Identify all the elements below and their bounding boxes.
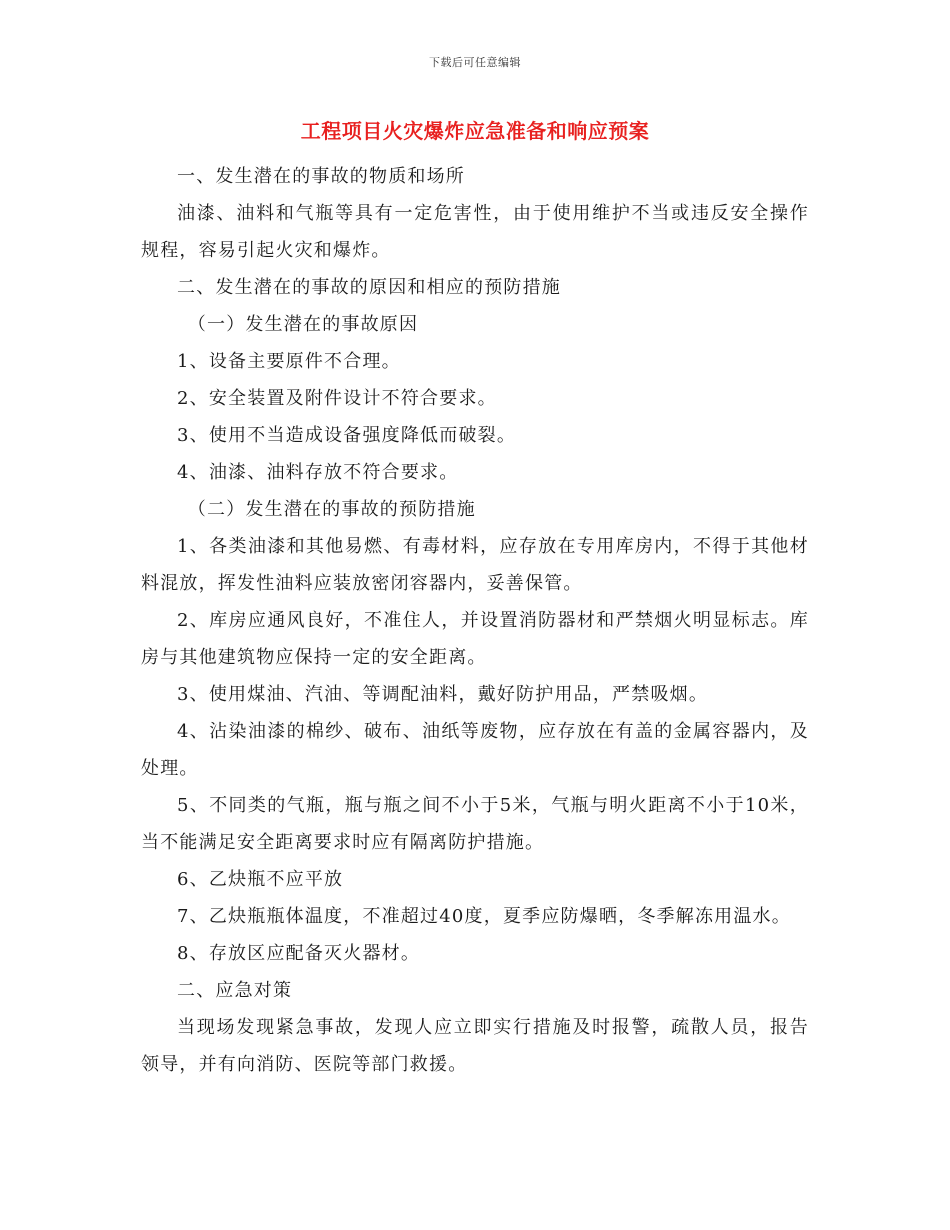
paragraph: 当现场发现紧急事故，发现人应立即实行措施及时报警，疏散人员，报告领导，并有向消防、医院等部门救援。 xyxy=(141,1017,809,1075)
paragraph: 油漆、油料和气瓶等具有一定危害性，由于使用维护不当或违反安全操作规程，容易引起火灾和爆炸。 xyxy=(141,203,809,261)
subsection-heading: （一）发生潜在的事故原因 xyxy=(187,314,419,335)
list-item: 2、安全装置及附件设计不符合要求。 xyxy=(177,388,497,409)
subsection-heading: （二）发生潜在的事故的预防措施 xyxy=(187,499,476,520)
list-item: 2、库房应通风良好，不准住人，并设置消防器材和严禁烟火明显标志。库房与其他建筑物应保持一定的安全距离。 xyxy=(141,610,809,668)
section-heading: 一、发生潜在的事故的物质和场所 xyxy=(177,166,465,187)
list-item: 3、使用煤油、汽油、等调配油料，戴好防护用品，严禁吸烟。 xyxy=(177,684,709,705)
document-body xyxy=(141,158,809,1083)
list-item: 7、乙炔瓶瓶体温度，不准超过40度，夏季应防爆晒，冬季解冻用温水。 xyxy=(177,906,791,927)
list-item: 3、使用不当造成设备强度降低而破裂。 xyxy=(177,425,517,446)
section-heading: 二、应急对策 xyxy=(177,980,293,1001)
list-item: 5、不同类的气瓶，瓶与瓶之间不小于5米，气瓶与明火距离不小于10米，当不能满足安全距离要求时应有隔离防护措施。 xyxy=(141,795,809,853)
list-item: 8、存放区应配备灭火器材。 xyxy=(177,943,421,964)
list-item: 1、设备主要原件不合理。 xyxy=(177,351,401,372)
document-title: 工程项目火灾爆炸应急准备和响应预案 xyxy=(300,119,650,143)
list-item: 1、各类油漆和其他易燃、有毒材料，应存放在专用库房内，不得于其他材料混放，挥发性油料应装放密闭容器内，妥善保管。 xyxy=(141,536,809,594)
header-note: 下载后可任意编辑 xyxy=(429,56,521,69)
section-heading: 二、发生潜在的事故的原因和相应的预防措施 xyxy=(177,277,561,298)
list-item: 4、油漆、油料存放不符合要求。 xyxy=(177,462,459,483)
list-item: 4、沾染油漆的棉纱、破布、油纸等废物，应存放在有盖的金属容器内，及处理。 xyxy=(141,721,809,779)
list-item: 6、乙炔瓶不应平放 xyxy=(177,869,344,890)
